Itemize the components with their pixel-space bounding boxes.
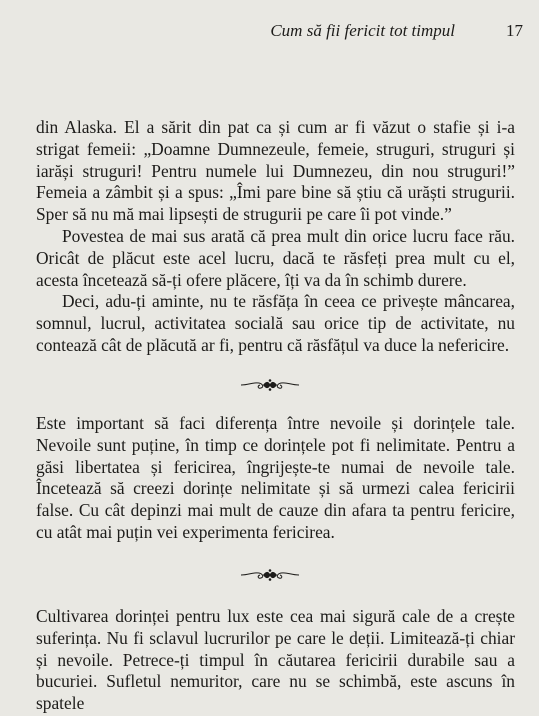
paragraph-4-text: Este important să faci diferența între nevoile și dorințele tale. Nevoile sunt puține, în timp ce dorințele pot fi nelimitate. Pentru a găsi libertatea și fericirea, îngrijește-te numai de nevoile tale. Încetează să creezi dorințe nelimitate și să urmezi calea fericirii false. Cu cât depinzi mai mult de cauze din afara ta pentru fericire, cu atât mai puțin vei experimenta fericirea. bbox=[36, 413, 515, 542]
paragraph-1-text: din Alaska. El a sărit din pat ca și cum ar fi văzut o stafie și i-a strigat femeii: „Doamne Dumnezeule, femeie, struguri, struguri și iarăși struguri! Pentru numele lui Dumnezeu, din nou struguri!” Femeia a zâmbit și a spus: „Îmi pare bine să știu că urăști strugurii. Sper să nu mă mai lipsești de strugurii pe care îi pot vinde.” bbox=[36, 117, 515, 225]
paragraph-5 bbox=[36, 606, 515, 715]
paragraph-3 bbox=[36, 291, 515, 356]
paragraph-3-text: Deci, adu-ți aminte, nu te răsfăța în ceea ce privește mâncarea, somnul, lucrul, activitatea socială sau orice tip de activitate, nu contează cât de plăcută ar fi, pentru că răsfățul va duce la nefericire. bbox=[36, 291, 515, 355]
section-ornament bbox=[0, 568, 539, 582]
running-head bbox=[0, 18, 539, 44]
paragraph-1 bbox=[36, 117, 515, 226]
text-block-bottom bbox=[36, 606, 515, 715]
paragraph-2 bbox=[36, 226, 515, 291]
section-ornament bbox=[0, 378, 539, 392]
text-block-top bbox=[36, 117, 515, 357]
paragraph-2-text: Povestea de mai sus arată că prea mult din orice lucru face rău. Oricât de plăcut este acel lucru, dacă te răsfeți prea mult cu el, acesta încetează să-ți ofere plăcere, îți va da în schimb durere. bbox=[36, 225, 515, 290]
paragraph-5-text: Cultivarea dorinței pentru lux este cea mai sigură cale de a crește suferința. Nu fi sclavul lucrurilor pe care le deții. Limitează-ți chiar și nevoile. Petrece-ți timpul în căutarea fericirii durabile sau a bucuriei. Sufletul nemuritor, care nu se schimbă, este ascuns în spatele bbox=[36, 606, 515, 714]
page-number: 17 bbox=[506, 21, 523, 40]
paragraph-4 bbox=[36, 413, 515, 544]
floral-flourish-icon bbox=[239, 378, 301, 392]
text-block-middle bbox=[36, 413, 515, 544]
floral-flourish-icon bbox=[239, 568, 301, 582]
running-title: Cum să fii fericit tot timpul bbox=[270, 21, 455, 40]
